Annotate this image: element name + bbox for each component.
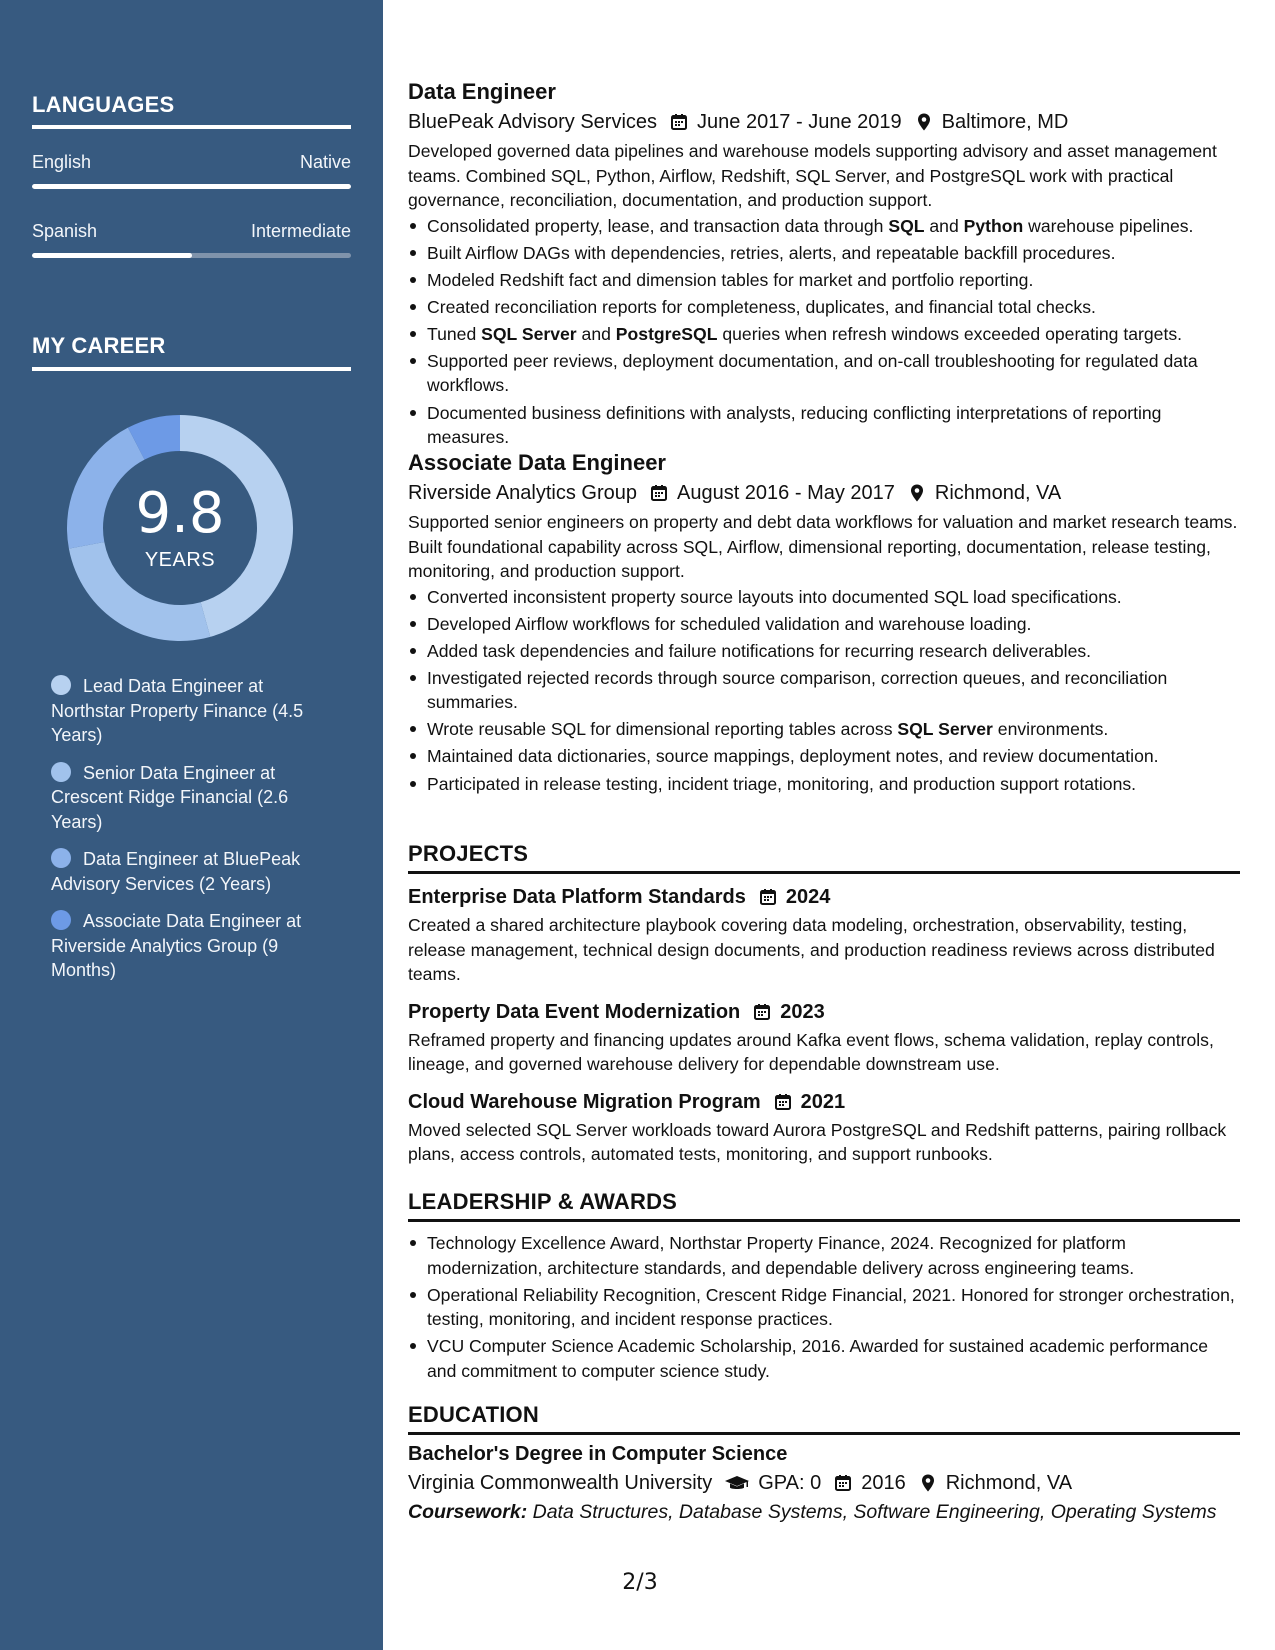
map-pin-icon bbox=[914, 112, 934, 132]
calendar-icon bbox=[669, 112, 689, 132]
project-entry bbox=[408, 1088, 1240, 1167]
project-name: Property Data Event Modernization bbox=[408, 1000, 741, 1023]
gpa: GPA: 0 bbox=[758, 1472, 822, 1494]
job-bullet: Created reconciliation reports for completeness, duplicates, and financial total checks. bbox=[408, 295, 1240, 320]
school-location: Richmond, VA bbox=[945, 1472, 1073, 1494]
job-bullet: Added task dependencies and failure notifications for recurring research deliverables. bbox=[408, 639, 1240, 664]
degree-title: Bachelor's Degree in Computer Science bbox=[408, 1443, 788, 1465]
career-legend-label: Senior Data Engineer at Crescent Ridge Financial (2.6 Years) bbox=[51, 762, 289, 832]
award-item: Operational Reliability Recognition, Crescent Ridge Financial, 2021. Honored for stronger orchestration, testing, monitoring, and incident response practices. bbox=[408, 1283, 1240, 1332]
language-bar-fill bbox=[32, 184, 351, 189]
calendar-icon bbox=[649, 483, 669, 503]
company-name: Riverside Analytics Group bbox=[408, 482, 637, 504]
projects-section bbox=[408, 839, 1240, 1167]
job-location: Baltimore, MD bbox=[941, 111, 1069, 133]
language-bar-fill bbox=[32, 253, 192, 258]
job-summary: Developed governed data pipelines and warehouse models supporting advisory and asset management teams. Combined SQL, Python, Airflow, Redshift, SQL Server, and PostgreSQL work with practical governance, reconciliation, documentation, and production support. bbox=[408, 141, 1217, 210]
education-heading: EDUCATION bbox=[408, 1402, 539, 1427]
legend-dot-icon bbox=[51, 910, 71, 930]
job-bullet-list bbox=[408, 214, 1240, 450]
graduation-year: 2016 bbox=[861, 1472, 906, 1494]
school-name: Virginia Commonwealth University bbox=[408, 1472, 713, 1494]
education-meta bbox=[408, 1468, 1240, 1498]
section-rule bbox=[408, 1432, 1240, 1435]
award-item: VCU Computer Science Academic Scholarship, 2016. Awarded for sustained academic performance and commitment to computer science study. bbox=[408, 1334, 1240, 1383]
legend-dot-icon bbox=[51, 675, 71, 695]
project-name: Cloud Warehouse Migration Program bbox=[408, 1090, 761, 1113]
award-item: Technology Excellence Award, Northstar Property Finance, 2024. Recognized for platform modernization, architecture standards, and dependable delivery across engineering teams. bbox=[408, 1231, 1240, 1280]
career-legend-item bbox=[51, 674, 326, 748]
job-bullet: Investigated rejected records through source comparison, correction queues, and reconciliation summaries. bbox=[408, 666, 1240, 715]
graduation-cap-icon bbox=[724, 1473, 750, 1493]
project-year: 2024 bbox=[785, 886, 831, 908]
job-meta bbox=[408, 478, 1240, 508]
legend-dot-icon bbox=[51, 848, 71, 868]
job-dates: August 2016 - May 2017 bbox=[676, 482, 895, 504]
languages-heading: LANGUAGES bbox=[32, 92, 175, 117]
job-bullet: Maintained data dictionaries, source mappings, deployment notes, and review documentation. bbox=[408, 744, 1240, 769]
project-title-line bbox=[408, 998, 1240, 1026]
job-dates: June 2017 - June 2019 bbox=[697, 111, 902, 133]
project-description: Reframed property and financing updates around Kafka event flows, schema validation, replay controls, lineage, and governed warehouse delivery for dependable downstream use. bbox=[408, 1029, 1214, 1074]
project-description: Created a shared architecture playbook covering data modeling, orchestration, observability, testing, release management, technical design documents, and production readiness reviews across distributed teams. bbox=[408, 915, 1215, 984]
job-summary: Supported senior engineers on property and debt data workflows for valuation and market research teams. Built foundational capability across SQL, Airflow, dimensional reporting, documentation, release testing, monitoring, and production support. bbox=[408, 512, 1238, 581]
project-entry bbox=[408, 998, 1240, 1077]
project-title-line bbox=[408, 883, 1240, 911]
job-bullet: Consolidated property, lease, and transaction data through SQL and Python warehouse pipelines. bbox=[408, 214, 1240, 239]
coursework-list: Data Structures, Database Systems, Software Engineering, Operating Systems bbox=[532, 1501, 1217, 1523]
career-legend bbox=[51, 674, 326, 996]
career-legend-label: Associate Data Engineer at Riverside Analytics Group (9 Months) bbox=[51, 911, 302, 980]
career-legend-item bbox=[51, 909, 326, 983]
section-rule bbox=[408, 1219, 1240, 1222]
map-pin-icon bbox=[918, 1473, 938, 1493]
job-bullet: Modeled Redshift fact and dimension tables for market and portfolio reporting. bbox=[408, 268, 1240, 293]
career-legend-label: Lead Data Engineer at Northstar Property Finance (4.5 Years) bbox=[51, 676, 304, 745]
awards-list bbox=[408, 1231, 1240, 1383]
languages-heading-rule bbox=[32, 125, 351, 129]
language-bar-spanish bbox=[32, 253, 351, 258]
experience-entry bbox=[408, 448, 1240, 799]
career-total-years: 9.8 bbox=[135, 481, 225, 546]
language-name: Spanish bbox=[32, 221, 98, 241]
job-bullet: Participated in release testing, incident triage, monitoring, and production support rotations. bbox=[408, 772, 1240, 797]
calendar-icon bbox=[752, 1002, 772, 1022]
company-name: BluePeak Advisory Services bbox=[408, 111, 658, 133]
calendar-icon bbox=[773, 1092, 793, 1112]
job-title: Data Engineer bbox=[408, 79, 556, 104]
project-entry bbox=[408, 883, 1240, 987]
language-level: Intermediate bbox=[250, 221, 351, 241]
language-name: English bbox=[32, 152, 92, 172]
project-name: Enterprise Data Platform Standards bbox=[408, 886, 746, 908]
language-row-spanish bbox=[32, 221, 351, 242]
career-legend-item bbox=[51, 847, 326, 896]
job-bullet: Built Airflow DAGs with dependencies, retries, alerts, and repeatable backfill procedures. bbox=[408, 241, 1240, 266]
calendar-icon bbox=[833, 1473, 853, 1493]
awards-section bbox=[408, 1187, 1240, 1386]
project-description: Moved selected SQL Server workloads toward Aurora PostgreSQL and Redshift patterns, pairing rollback plans, access controls, automated tests, monitoring, and support runbooks. bbox=[408, 1119, 1227, 1164]
awards-heading: LEADERSHIP & AWARDS bbox=[408, 1189, 678, 1214]
section-rule bbox=[408, 871, 1240, 874]
career-legend-item bbox=[51, 761, 326, 835]
project-title-line bbox=[408, 1088, 1240, 1116]
experience-entry bbox=[408, 77, 1240, 452]
job-bullet: Wrote reusable SQL for dimensional reporting tables across SQL Server environments. bbox=[408, 717, 1240, 742]
job-bullet: Documented business definitions with analysts, reducing conflicting interpretations of reporting measures. bbox=[408, 401, 1240, 450]
language-bar-english bbox=[32, 184, 351, 189]
job-title: Associate Data Engineer bbox=[408, 450, 666, 475]
career-heading-rule bbox=[32, 367, 351, 371]
projects-heading: PROJECTS bbox=[408, 841, 529, 866]
page-number: 2/3 bbox=[622, 1570, 658, 1595]
career-total-unit: YEARS bbox=[144, 549, 216, 571]
calendar-icon bbox=[758, 887, 778, 907]
coursework-label: Coursework: bbox=[408, 1501, 528, 1523]
main-content bbox=[408, 0, 1240, 1650]
language-level: Native bbox=[299, 152, 351, 172]
job-bullet-list bbox=[408, 585, 1240, 797]
job-bullet: Converted inconsistent property source layouts into documented SQL load specifications. bbox=[408, 585, 1240, 610]
job-bullet: Tuned SQL Server and PostgreSQL queries when refresh windows exceeded operating targets. bbox=[408, 322, 1240, 347]
project-year: 2023 bbox=[780, 1000, 825, 1023]
job-bullet: Developed Airflow workflows for scheduled validation and warehouse loading. bbox=[408, 612, 1240, 637]
education-section bbox=[408, 1400, 1240, 1526]
job-location: Richmond, VA bbox=[934, 482, 1062, 504]
legend-dot-icon bbox=[51, 762, 71, 782]
coursework-line bbox=[408, 1498, 1240, 1526]
project-year: 2021 bbox=[800, 1090, 846, 1113]
sidebar bbox=[0, 0, 383, 1650]
career-heading: MY CAREER bbox=[32, 333, 166, 358]
career-legend-label: Data Engineer at BluePeak Advisory Services (2 Years) bbox=[51, 849, 301, 894]
map-pin-icon bbox=[907, 483, 927, 503]
language-row-english bbox=[32, 152, 351, 173]
job-bullet: Supported peer reviews, deployment documentation, and on-call troubleshooting for regulated data workflows. bbox=[408, 349, 1240, 398]
job-meta bbox=[408, 107, 1240, 137]
